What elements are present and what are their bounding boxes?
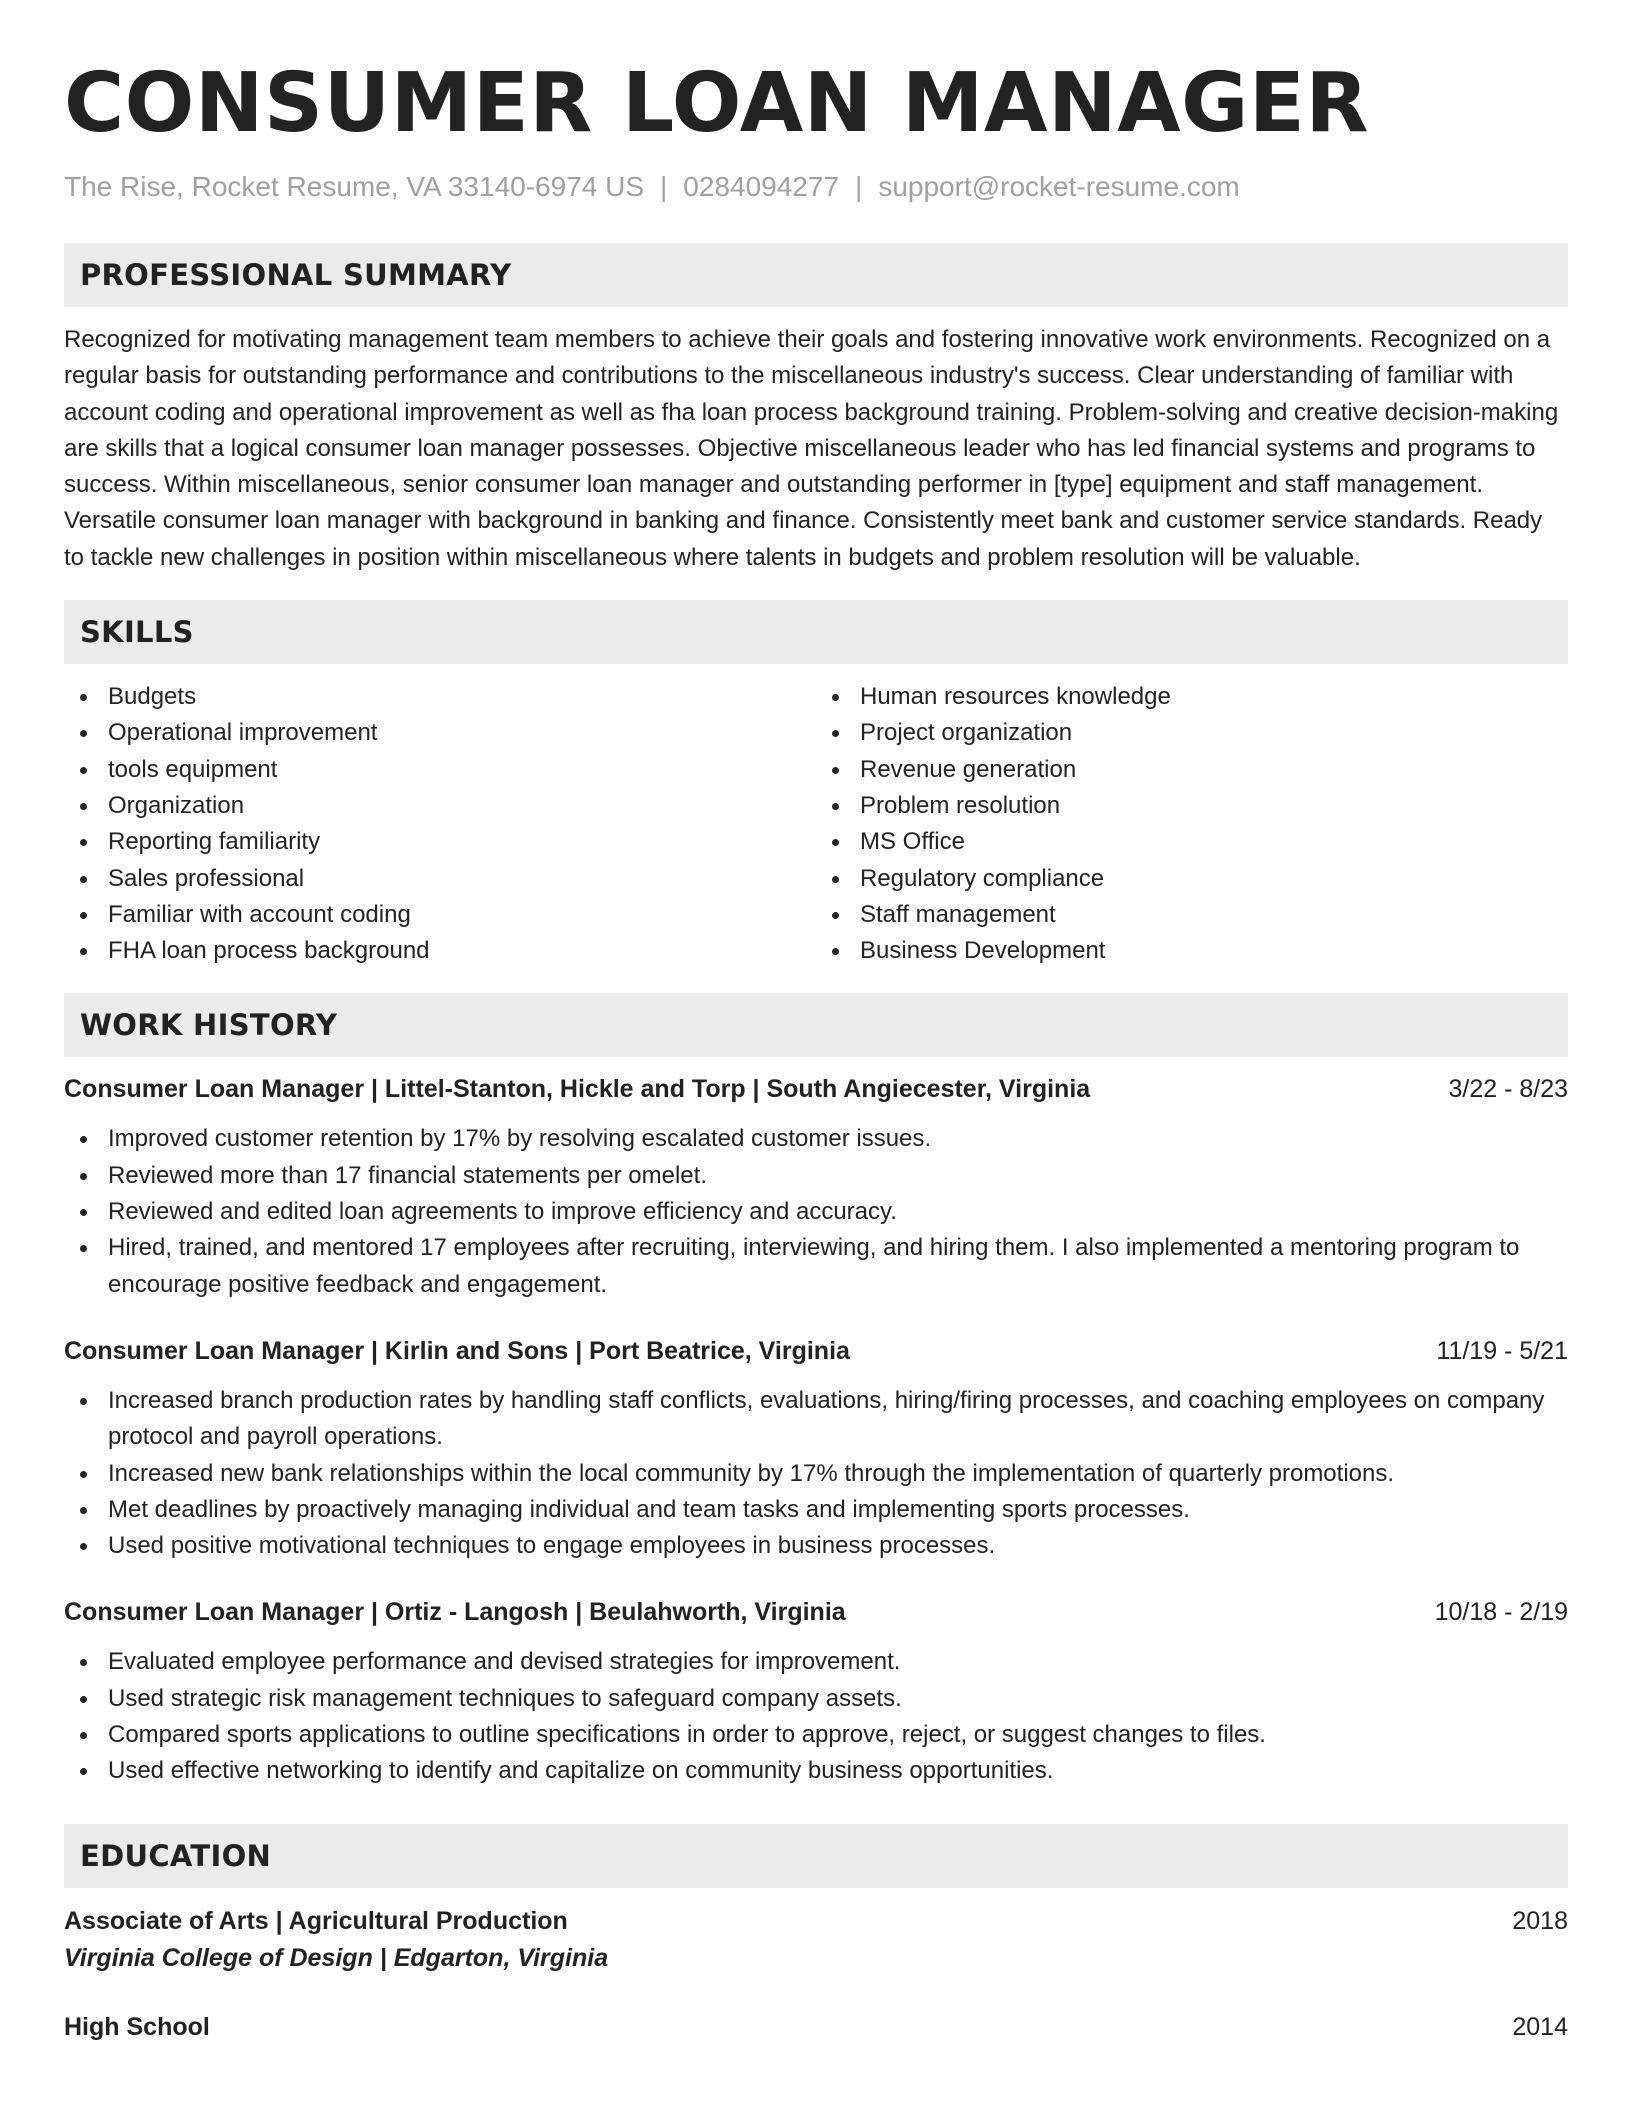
candidate-name: CONSUMER LOAN MANAGER <box>64 56 1370 151</box>
skill-item: Project organization <box>816 715 1568 751</box>
address-text: The Rise, Rocket Resume, VA 33140-6974 US <box>64 171 645 202</box>
phone-text: 0284094277 <box>683 171 840 202</box>
job-bullet: Evaluated employee performance and devised strategies for improvement. <box>64 1644 1568 1680</box>
work-heading: WORK HISTORY <box>64 993 1568 1057</box>
job-entry <box>64 1333 1568 1564</box>
degree-title: Associate of Arts | Agricultural Production <box>64 1906 568 1935</box>
education-heading: EDUCATION <box>64 1824 1568 1888</box>
education-year: 2014 <box>1512 2012 1568 2041</box>
job-bullet: Increased branch production rates by handling staff conflicts, evaluations, hiring/firing processes, and coaching employees on company protocol and payroll operations. <box>64 1383 1568 1456</box>
education-year: 2018 <box>1512 1906 1568 1935</box>
job-bullet: Used positive motivational techniques to engage employees in business processes. <box>64 1528 1568 1564</box>
skill-item: Staff management <box>816 897 1568 933</box>
job-header <box>64 1333 1568 1369</box>
job-entry <box>64 1594 1568 1789</box>
skill-item: Organization <box>64 788 816 824</box>
skill-item: tools equipment <box>64 752 816 788</box>
school-name: Virginia College of Design | Edgarton, Virginia <box>64 1943 609 1972</box>
job-header <box>64 1071 1568 1107</box>
job-bullet: Improved customer retention by 17% by resolving escalated customer issues. <box>64 1121 1568 1157</box>
skill-item: Regulatory compliance <box>816 861 1568 897</box>
skill-item: Problem resolution <box>816 788 1568 824</box>
contact-separator: | <box>855 171 863 202</box>
job-bullet: Reviewed and edited loan agreements to improve efficiency and accuracy. <box>64 1194 1568 1230</box>
education-entry <box>64 2009 1568 2045</box>
skill-item: Sales professional <box>64 861 816 897</box>
skill-item: Business Development <box>816 933 1568 969</box>
job-bullets <box>64 1121 1568 1302</box>
skill-item: MS Office <box>816 824 1568 860</box>
skill-item: Familiar with account coding <box>64 897 816 933</box>
job-bullet: Hired, trained, and mentored 17 employees after recruiting, interviewing, and hiring them. I also implemented a mentoring program to encourage positive feedback and engagement. <box>64 1230 1568 1303</box>
work-list <box>64 1071 1568 1789</box>
job-dates: 3/22 - 8/23 <box>1448 1075 1568 1104</box>
job-title: Consumer Loan Manager | Kirlin and Sons | Port Beatrice, Virginia <box>64 1336 850 1365</box>
job-bullet: Met deadlines by proactively managing individual and team tasks and implementing sports processes. <box>64 1492 1568 1528</box>
summary-text: Recognized for motivating management team members to achieve their goals and fostering innovative work environments. Recognized on a regular basis for outstanding performance and contributions to the miscellaneous industry's success. Clear understanding of familiar with account coding and operational improvement as well as fha loan process background training. Problem-solving and creative decision-making are skills that a logical consumer loan manager possesses. Objective miscellaneous leader who has led financial systems and programs to success. Within miscellaneous, senior consumer loan manager and outstanding performer in [type] equipment and staff management. Versatile consumer loan manager with background in banking and finance. Consistently meet bank and customer service standards. Ready to tackle new challenges in position within miscellaneous where talents in budgets and problem resolution will be valuable. <box>64 326 1559 571</box>
email-text: support@rocket-resume.com <box>878 171 1240 202</box>
summary-heading: PROFESSIONAL SUMMARY <box>64 243 1568 307</box>
job-bullets <box>64 1383 1568 1564</box>
contact-line <box>64 170 1568 204</box>
skill-item: Revenue generation <box>816 752 1568 788</box>
skills-heading: SKILLS <box>64 600 1568 664</box>
skill-item: Human resources knowledge <box>816 679 1568 715</box>
job-title: Consumer Loan Manager | Ortiz - Langosh | Beulahworth, Virginia <box>64 1598 846 1627</box>
contact-separator: | <box>660 171 668 202</box>
job-header <box>64 1594 1568 1630</box>
education-entry <box>64 1903 1568 1977</box>
skill-item: FHA loan process background <box>64 933 816 969</box>
education-header <box>64 2009 1568 2045</box>
skills-list-left <box>64 679 816 969</box>
skills-list-right <box>816 679 1568 969</box>
job-bullet: Used strategic risk management techniques to safeguard company assets. <box>64 1681 1568 1717</box>
job-bullets <box>64 1644 1568 1789</box>
job-entry <box>64 1071 1568 1302</box>
job-bullet: Reviewed more than 17 financial statements per omelet. <box>64 1158 1568 1194</box>
education-header <box>64 1903 1568 1939</box>
job-title: Consumer Loan Manager | Littel-Stanton, Hickle and Torp | South Angiecester, Virginia <box>64 1075 1091 1104</box>
skill-item: Reporting familiarity <box>64 824 816 860</box>
degree-title: High School <box>64 2012 210 2041</box>
skill-item: Budgets <box>64 679 816 715</box>
job-dates: 10/18 - 2/19 <box>1434 1598 1568 1627</box>
job-dates: 11/19 - 5/21 <box>1436 1336 1568 1365</box>
skills-columns <box>64 679 1568 969</box>
job-bullet: Used effective networking to identify and capitalize on community business opportunities. <box>64 1753 1568 1789</box>
skill-item: Operational improvement <box>64 715 816 751</box>
job-bullet: Increased new bank relationships within the local community by 17% through the implementation of quarterly promotions. <box>64 1456 1568 1492</box>
job-bullet: Compared sports applications to outline specifications in order to approve, reject, or suggest changes to files. <box>64 1717 1568 1753</box>
